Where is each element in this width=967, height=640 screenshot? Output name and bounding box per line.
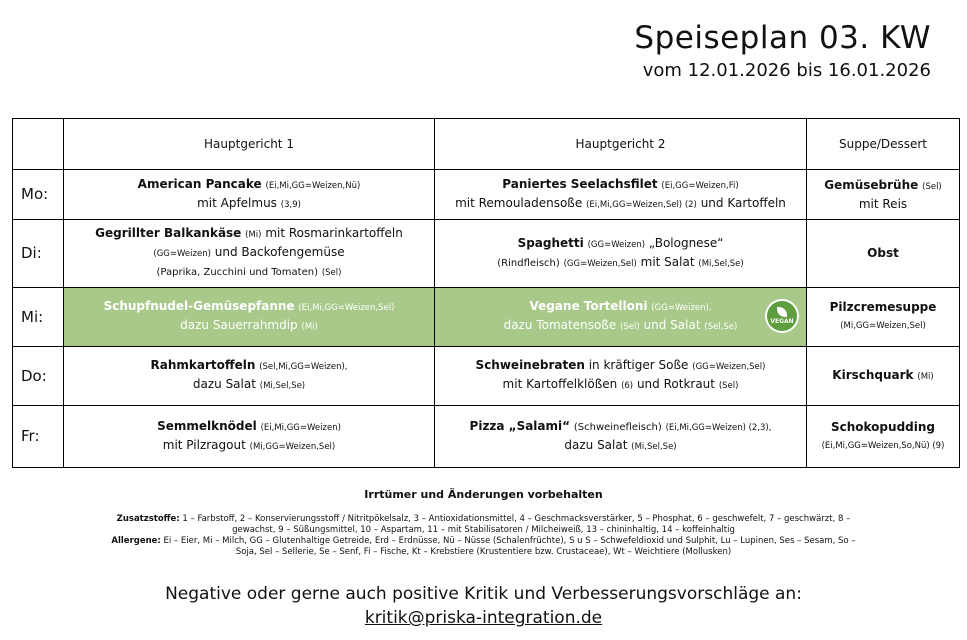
allergens: (Sel,Mi,GG=Weizen),: [259, 362, 348, 372]
allergens: (GG=Weizen),: [651, 303, 712, 313]
page-header: [634, 20, 931, 84]
table-row: [13, 220, 960, 288]
day-label: Do:: [13, 347, 64, 406]
allergens: (Ei,GG=Weizen,Fi): [661, 180, 739, 191]
allergens: (Ei,Mi,GG=Weizen,Nü): [265, 180, 361, 191]
dish-name: Schweinebraten: [475, 358, 585, 372]
dish-side: mit Pilzragout: [162, 437, 246, 452]
allergens: (GG=Weizen,Sel): [692, 362, 766, 372]
main1-cell-vegetarian: [64, 288, 435, 347]
allergene-label: Allergene:: [111, 536, 161, 546]
dish-side: mit Remouladensoße: [455, 195, 583, 210]
dish-side: dazu Tomatensoße: [503, 318, 617, 332]
dish-side: dazu Salat: [564, 437, 628, 452]
column-header-soup: Suppe/Dessert: [807, 119, 960, 170]
allergens: (Sel): [620, 322, 640, 332]
dish-side: in kräftiger Soße: [588, 358, 689, 372]
table-header-row: [13, 119, 960, 170]
soup-cell: [807, 220, 960, 288]
dish-name: Schupfnudel-Gemüsepfanne: [103, 299, 295, 313]
dish-side: (Schweinefleisch): [573, 421, 662, 433]
soup-cell: [807, 288, 960, 347]
main1-cell: [64, 170, 435, 220]
menu-table: [12, 118, 960, 468]
allergens: (Mi,Sel,Se): [698, 258, 744, 269]
dish-name: Vegane Tortelloni: [529, 299, 648, 313]
dish-side: mit Salat: [640, 254, 695, 269]
dish-name: Spaghetti: [517, 235, 584, 250]
dish-side: mit Rosmarinkartoffeln: [265, 226, 403, 240]
main2-cell: [435, 406, 807, 468]
allergens: (Mi): [245, 230, 262, 240]
additives-legend: [0, 514, 967, 558]
dish-side: mit Kartoffelklößen: [502, 377, 618, 391]
dish-name: Gemüsebrühe: [824, 177, 919, 192]
main2-cell-vegan: [435, 288, 807, 347]
soup-cell: [807, 170, 960, 220]
dish-side: „Bolognese“: [648, 235, 724, 250]
allergens: (Mi): [917, 371, 934, 382]
dish-side: mit Reis: [858, 196, 908, 211]
table-row: [13, 406, 960, 468]
dish-name: Paniertes Seelachsfilet: [502, 176, 658, 191]
dish-name: Semmelknödel: [157, 418, 257, 433]
vegan-badge-label: VEGAN: [770, 318, 794, 325]
table-row: [13, 288, 960, 347]
allergens: (Sel,Se): [704, 322, 738, 332]
dish-side: dazu Sauerrahmdip: [180, 318, 298, 332]
zusatz-text: 1 – Farbstoff, 2 – Konservierungsstoff / Nitritpökelsalz, 3 – Antioxidationsmittel, 4 – Geschmacksverstärker, 5 – Phosphat, 6 – geschwefelt, 7 – geschwärzt, 8 – gewachst, 9 – Süßungsmittel, 10 – Aspartam, 11 – mit Stabilisatoren / Milcheiweiß, 13 – chininhaltig, 14 – koffeinhaltig: [182, 514, 851, 535]
allergens: (Ei,Mi,GG=Weizen,Sel) (2): [586, 199, 697, 210]
dish-name: Schokopudding: [830, 419, 935, 434]
day-label: Fr:: [13, 406, 64, 468]
zusatz-label: Zusatzstoffe:: [116, 514, 180, 524]
column-header-main1: Hauptgericht 1: [64, 119, 435, 170]
allergens: (Mi): [301, 322, 318, 332]
dish-name: American Pancake: [137, 176, 262, 191]
allergens: (GG=Weizen,Sel): [563, 258, 637, 269]
feedback-email-link[interactable]: kritik@priska-integration.de: [364, 608, 603, 628]
table-row: [13, 347, 960, 406]
table-row: [13, 170, 960, 220]
dish-name: Obst: [867, 246, 899, 260]
dish-side: und Backofengemüse: [214, 245, 345, 259]
allergens: (Mi,Sel,Se): [631, 441, 677, 452]
dish-name: Gegrillter Balkankäse: [95, 226, 242, 240]
dish-name: Pilzcremesuppe: [829, 300, 937, 314]
soup-cell: [807, 347, 960, 406]
allergens: (Mi,GG=Weizen,Sel): [249, 441, 336, 452]
dish-side: (Rindfleisch): [497, 257, 560, 269]
allergens: (Sel): [718, 381, 739, 391]
dish-side: und Salat: [643, 318, 701, 332]
dish-side: dazu Salat: [192, 377, 256, 391]
dish-name: Rahmkartoffeln: [150, 358, 256, 372]
main2-cell: [435, 220, 807, 288]
allergens: (Mi,Sel,Se): [259, 381, 306, 391]
allergens: (Ei,Mi,GG=Weizen) (2,3),: [665, 422, 772, 433]
dish-name: Pizza „Salami“: [469, 418, 571, 433]
feedback-section: [0, 582, 967, 630]
corner-cell: [13, 119, 64, 170]
allergens: (Sel): [922, 181, 942, 192]
dish-side: und Kartoffeln: [700, 195, 786, 210]
feedback-text: Negative oder gerne auch positive Kritik und Verbesserungsvorschläge an:: [165, 584, 802, 604]
day-label: Di:: [13, 220, 64, 288]
page-title: Speiseplan 03. KW: [634, 20, 931, 56]
disclaimer: Irrtümer und Änderungen vorbehalten: [364, 488, 603, 501]
day-label: Mi:: [13, 288, 64, 347]
allergene-text: Ei – Eier, Mi – Milch, GG – Glutenhaltige Getreide, Erd – Erdnüsse, Nü – Nüsse (Schalenfrüchte), S u S – Schwefeldioxid und Sulphit, Lu – Lupinen, Ses – Sesam, So – Soja, Sel – Sellerie, Se – Senf, Fi – Fische, Kt – Krebstiere (Krustentiere bzw. Crustaceae), Wt – Weichtiere (Mollusken): [163, 536, 856, 557]
allergens: (Sel): [321, 268, 342, 278]
allergens: (GG=Weizen): [587, 239, 646, 250]
allergens: (Ei,Mi,GG=Weizen,So,Nü) (9): [821, 440, 945, 451]
column-header-main2: Hauptgericht 2: [435, 119, 807, 170]
main1-cell: [64, 347, 435, 406]
date-range: vom 12.01.2026 bis 16.01.2026: [642, 60, 931, 81]
dish-name: Kirschquark: [832, 367, 914, 382]
allergens: (Ei,Mi,GG=Weizen): [260, 422, 341, 433]
dish-side: mit Apfelmus: [197, 195, 277, 210]
main2-cell: [435, 347, 807, 406]
main1-cell: [64, 406, 435, 468]
allergens: (6): [621, 381, 634, 391]
main2-cell: [435, 170, 807, 220]
day-label: Mo:: [13, 170, 64, 220]
soup-cell: [807, 406, 960, 468]
allergens: (3,9): [280, 199, 301, 210]
allergens: (GG=Weizen): [153, 249, 211, 259]
main1-cell: [64, 220, 435, 288]
dish-side: (Paprika, Zucchini und Tomaten): [156, 267, 318, 278]
vegan-leaf-icon: [765, 299, 799, 333]
allergens: (Ei,Mi,GG=Weizen,Sel): [298, 303, 395, 313]
allergens: (Mi,GG=Weizen,Sel): [840, 321, 926, 331]
dish-side: und Rotkraut: [636, 377, 715, 391]
